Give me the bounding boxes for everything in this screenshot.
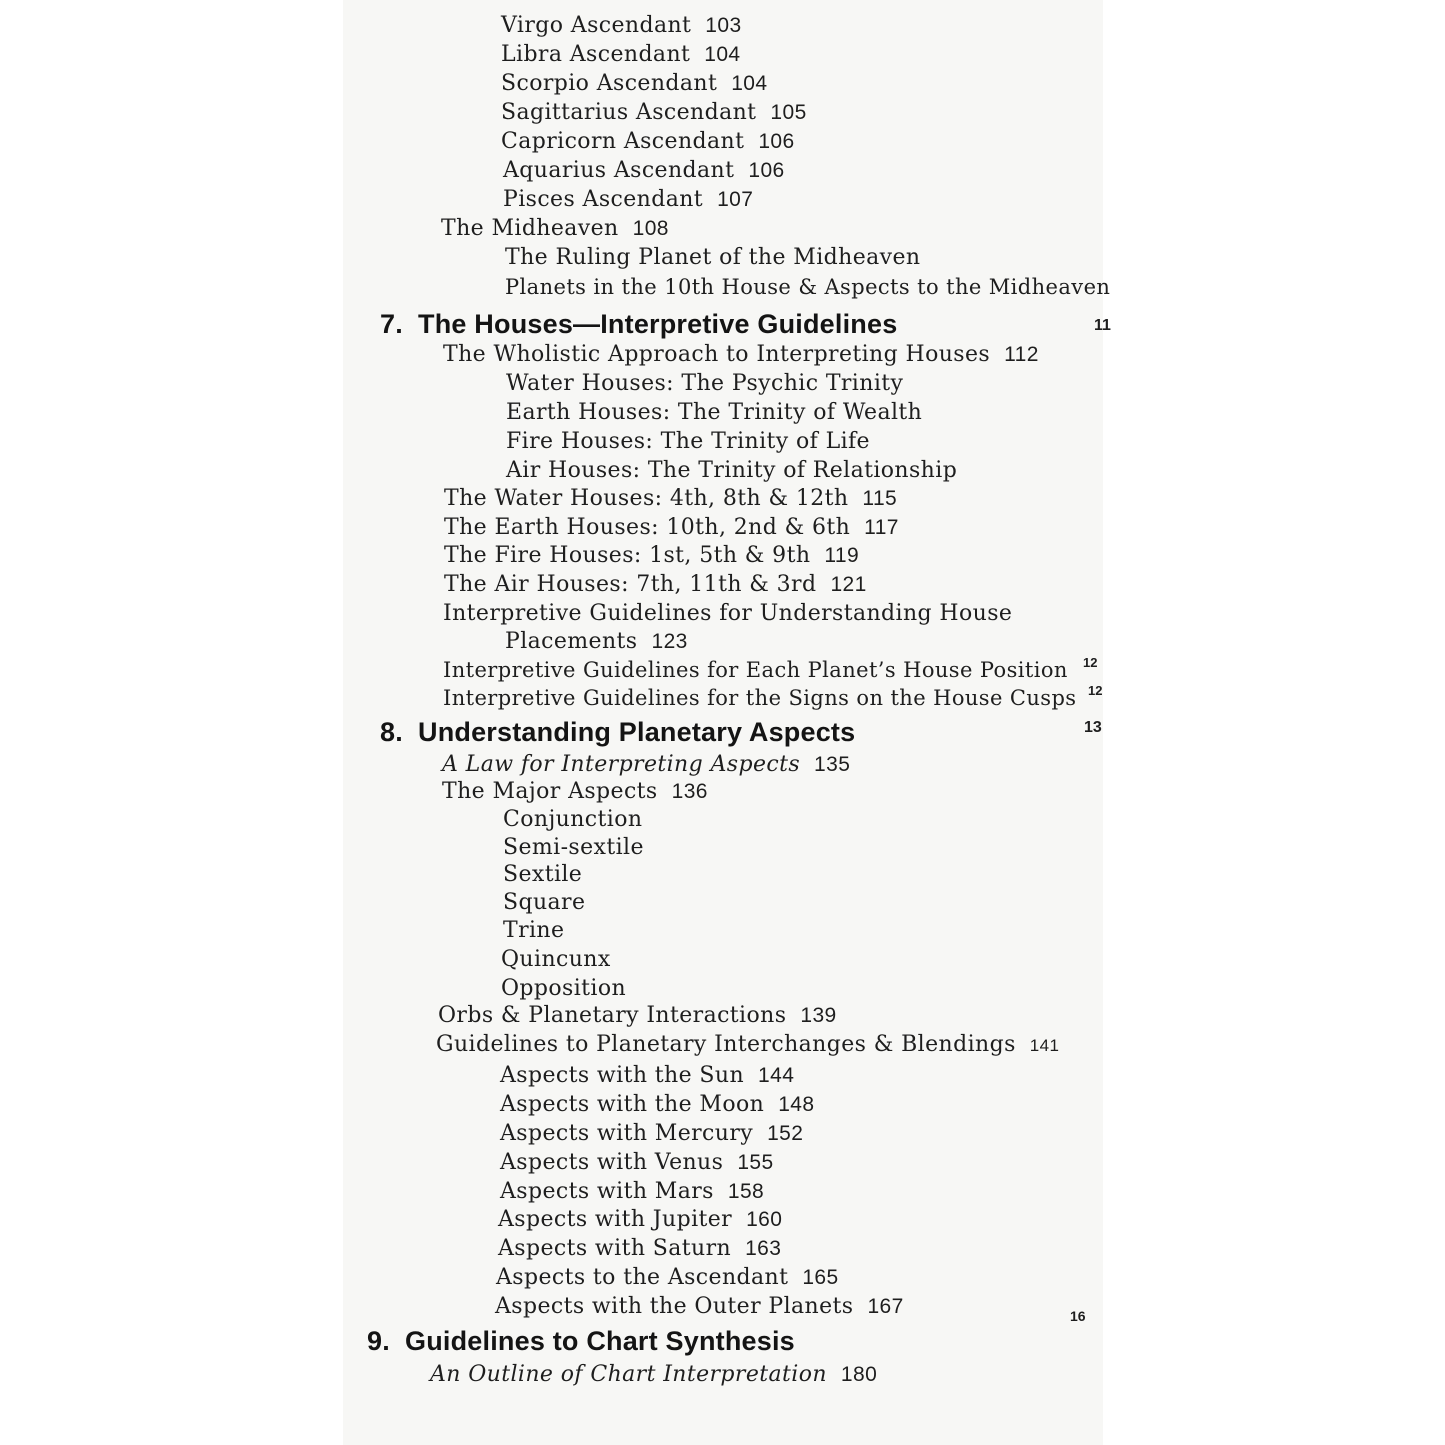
page-number-cut: 13 bbox=[1084, 719, 1102, 736]
page-number: 139 bbox=[800, 1004, 837, 1027]
entry-label: The Fire Houses: 1st, 5th & 9th bbox=[444, 543, 811, 568]
toc-entry bbox=[500, 1063, 794, 1089]
page-number: 103 bbox=[705, 14, 742, 37]
book-page bbox=[343, 0, 1111, 1445]
page-number-cut: 12 bbox=[1088, 683, 1103, 698]
toc-entry bbox=[430, 1362, 877, 1388]
toc-entry bbox=[501, 129, 795, 155]
toc-entry bbox=[500, 1150, 774, 1176]
entry-label: The Earth Houses: 10th, 2nd & 6th bbox=[444, 515, 851, 540]
toc-entry bbox=[444, 515, 899, 541]
entry-label: The Midheaven bbox=[441, 216, 619, 241]
chapter-number: 7. bbox=[380, 309, 403, 339]
entry-label: Orbs & Planetary Interactions bbox=[438, 1003, 787, 1028]
chapter-heading bbox=[380, 719, 855, 745]
toc-entry bbox=[442, 752, 850, 778]
entry-label: Virgo Ascendant bbox=[501, 13, 692, 38]
page-number: 119 bbox=[824, 544, 860, 567]
toc-entry bbox=[501, 100, 807, 126]
page-number: 167 bbox=[867, 1295, 904, 1318]
entry-label: Aspects with Mars bbox=[500, 1179, 714, 1204]
entry-label: Interpretive Guidelines for the Signs on the House Cusps bbox=[443, 686, 1077, 710]
toc-entry-line1: Interpretive Guidelines for Understanding House bbox=[443, 601, 1013, 626]
page-number: 163 bbox=[745, 1237, 782, 1260]
toc-subentry: Fire Houses: The Trinity of Life bbox=[506, 429, 870, 454]
entry-label: Scorpio Ascendant bbox=[501, 71, 718, 96]
entry-label: Interpretive Guidelines for Each Planet’s House Position bbox=[443, 658, 1068, 682]
toc-entry bbox=[444, 572, 867, 598]
entry-label: Capricorn Ascendant bbox=[501, 129, 745, 154]
entry-label: Guidelines to Planetary Interchanges & Blendings bbox=[436, 1032, 1016, 1057]
entry-label: Pisces Ascendant bbox=[503, 187, 704, 212]
toc-entry bbox=[501, 71, 767, 97]
chapter-title: Understanding Planetary Aspects bbox=[418, 717, 856, 747]
page-number: 135 bbox=[814, 753, 851, 776]
page-number: 105 bbox=[770, 101, 807, 124]
toc-entry bbox=[501, 13, 742, 39]
toc-entry bbox=[500, 1092, 814, 1118]
entry-label: Aspects with the Outer Planets bbox=[495, 1294, 854, 1319]
chapter-title: The Houses—Interpretive Guidelines bbox=[418, 309, 898, 339]
toc-subentry: Air Houses: The Trinity of Relationship bbox=[506, 458, 958, 483]
page-number: 165 bbox=[802, 1266, 839, 1289]
page-number: 148 bbox=[778, 1093, 815, 1116]
page-number: 108 bbox=[632, 217, 669, 240]
entry-label: Aspects with Venus bbox=[500, 1150, 724, 1175]
toc-entry bbox=[444, 486, 897, 512]
toc-entry bbox=[498, 1207, 782, 1233]
entry-label: Aspects with Jupiter bbox=[498, 1207, 733, 1232]
toc-entry bbox=[505, 629, 688, 655]
aspect-item: Conjunction bbox=[503, 807, 643, 832]
chapter-title: Guidelines to Chart Synthesis bbox=[405, 1326, 795, 1356]
page-number: 117 bbox=[864, 516, 899, 539]
toc-entry bbox=[438, 1003, 837, 1029]
page-number: 144 bbox=[758, 1064, 795, 1087]
chapter-heading bbox=[380, 311, 897, 337]
toc-entry bbox=[443, 657, 1068, 683]
toc-entry bbox=[443, 685, 1076, 711]
entry-label: Aspects with the Sun bbox=[500, 1063, 745, 1088]
page-number: 160 bbox=[746, 1208, 783, 1231]
entry-label: A Law for Interpreting Aspects bbox=[442, 752, 801, 777]
toc-subentry: Planets in the 10th House & Aspects to the Midheaven bbox=[505, 275, 1111, 299]
page-number: 106 bbox=[758, 130, 795, 153]
chapter-number: 8. bbox=[380, 717, 403, 747]
entry-label: Placements bbox=[505, 629, 638, 654]
page-number: 123 bbox=[651, 630, 688, 653]
page-number: 158 bbox=[727, 1180, 765, 1203]
entry-label: Aspects with Mercury bbox=[500, 1121, 754, 1146]
page-number: 106 bbox=[748, 159, 785, 182]
page-number: 112 bbox=[1004, 343, 1039, 366]
entry-label: Libra Ascendant bbox=[501, 42, 691, 67]
toc-entry bbox=[436, 1032, 1059, 1059]
page-number: 180 bbox=[840, 1363, 878, 1386]
entry-label: The Air Houses: 7th, 11th & 3rd bbox=[444, 572, 817, 597]
toc-subentry: The Ruling Planet of the Midheaven bbox=[505, 245, 921, 270]
toc-subentry: Water Houses: The Psychic Trinity bbox=[506, 371, 904, 396]
toc-subentry: Earth Houses: The Trinity of Wealth bbox=[506, 400, 923, 425]
aspect-item: Sextile bbox=[503, 862, 583, 887]
page-number-cut: 11 bbox=[1094, 317, 1111, 334]
toc-entry bbox=[442, 779, 708, 805]
aspect-item: Quincunx bbox=[501, 947, 611, 972]
page-number: 104 bbox=[704, 43, 741, 66]
page-number: 136 bbox=[671, 780, 708, 803]
chapter-heading bbox=[367, 1328, 795, 1354]
toc-entry bbox=[498, 1236, 781, 1262]
entry-label: Aquarius Ascendant bbox=[503, 158, 735, 183]
page-number: 155 bbox=[737, 1151, 774, 1174]
entry-label: The Water Houses: 4th, 8th & 12th bbox=[444, 486, 849, 511]
entry-label: The Major Aspects bbox=[442, 779, 658, 804]
entry-label: Sagittarius Ascendant bbox=[501, 100, 757, 125]
entry-label: An Outline of Chart Interpretation bbox=[430, 1362, 827, 1387]
aspect-item: Square bbox=[503, 890, 586, 915]
toc-entry bbox=[441, 216, 669, 242]
toc-entry bbox=[500, 1179, 764, 1205]
toc-entry bbox=[503, 158, 785, 184]
page-number: 121 bbox=[830, 573, 867, 596]
toc-entry bbox=[503, 187, 753, 213]
toc-entry bbox=[500, 1121, 803, 1147]
page-number: 152 bbox=[767, 1122, 804, 1145]
entry-label: Aspects with the Moon bbox=[500, 1092, 765, 1117]
page-number-cut: 16 bbox=[1070, 1308, 1086, 1324]
page-number: 107 bbox=[717, 188, 754, 211]
aspect-item: Semi-sextile bbox=[503, 835, 644, 860]
entry-label: Aspects to the Ascendant bbox=[496, 1265, 789, 1290]
page-number: 115 bbox=[862, 487, 898, 510]
entry-label: The Wholistic Approach to Interpreting Houses bbox=[443, 342, 991, 367]
aspect-item: Trine bbox=[503, 918, 565, 943]
toc-entry bbox=[496, 1265, 839, 1291]
page-number: 141 bbox=[1029, 1036, 1060, 1055]
toc-entry bbox=[495, 1294, 904, 1320]
aspect-item: Opposition bbox=[501, 976, 627, 1001]
page-number: 104 bbox=[731, 72, 768, 95]
toc-entry bbox=[444, 543, 859, 569]
entry-label: Aspects with Saturn bbox=[498, 1236, 732, 1261]
toc-entry bbox=[501, 42, 741, 68]
page-number-cut: 12 bbox=[1083, 655, 1098, 670]
chapter-number: 9. bbox=[367, 1326, 390, 1356]
toc-entry bbox=[443, 342, 1039, 368]
